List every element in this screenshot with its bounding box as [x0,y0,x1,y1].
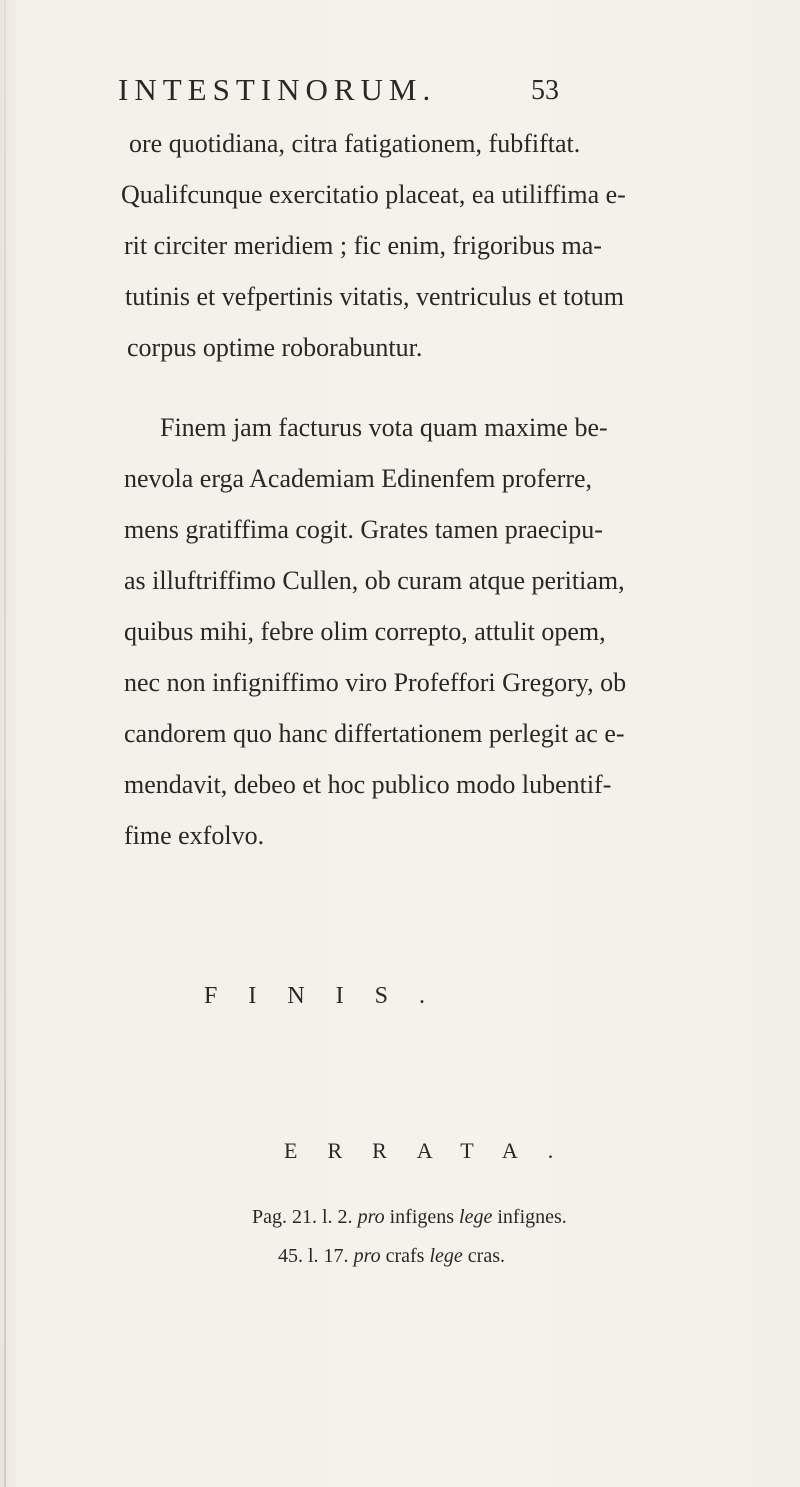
errata-wrong: crafs [385,1245,425,1267]
errata-right: infignes. [497,1206,567,1228]
errata-wrong: infigens [389,1206,455,1228]
running-title: INTESTINORUM. [118,72,437,107]
errata-ref: Pag. 21. l. 2. [252,1206,353,1228]
text-line: ore quotidiana, citra fatigationem, fubfiftat. [129,129,581,158]
text-line: candorem quo hanc differtationem perlegit ac e- [124,719,625,748]
text-line: Finem jam facturus vota quam maxime be- [160,413,608,442]
finis-heading: FINIS. [204,983,457,1009]
page-gutter-edge [4,0,6,1487]
running-head [118,72,678,112]
text-line: nec non infigniffimo viro Profeffori Gregory, ob [124,668,627,697]
text-line: tutinis et vefpertinis vitatis, ventriculus et totum [125,282,624,311]
errata-ref: 45. l. 17. [278,1245,349,1267]
errata-entry [252,1206,567,1229]
text-line: mendavit, debeo et hoc publico modo lubentif- [124,770,612,799]
errata-lege: lege [459,1206,493,1228]
errata-entry [278,1245,505,1268]
text-line: nevola erga Academiam Edinenfem proferre, [124,464,593,493]
text-line: mens gratiffima cogit. Grates tamen praecipu- [124,515,603,544]
errata-heading: ERRATA. [284,1138,584,1163]
text-line: rit circiter meridiem ; fic enim, frigoribus ma- [124,231,602,260]
page-number: 53 [531,75,559,106]
errata-lege: lege [429,1245,463,1267]
errata-right: cras. [467,1245,505,1267]
text-line: quibus mihi, febre olim correpto, attulit opem, [124,617,606,646]
errata-pro: pro [357,1206,385,1228]
errata-pro: pro [353,1245,381,1267]
text-line: Qualifcunque exercitatio placeat, ea utiliffima e- [121,180,626,209]
text-line: corpus optime roborabuntur. [127,333,423,362]
text-line: as illuftriffimo Cullen, ob curam atque peritiam, [124,566,625,595]
text-line: fime exfolvo. [124,821,265,850]
